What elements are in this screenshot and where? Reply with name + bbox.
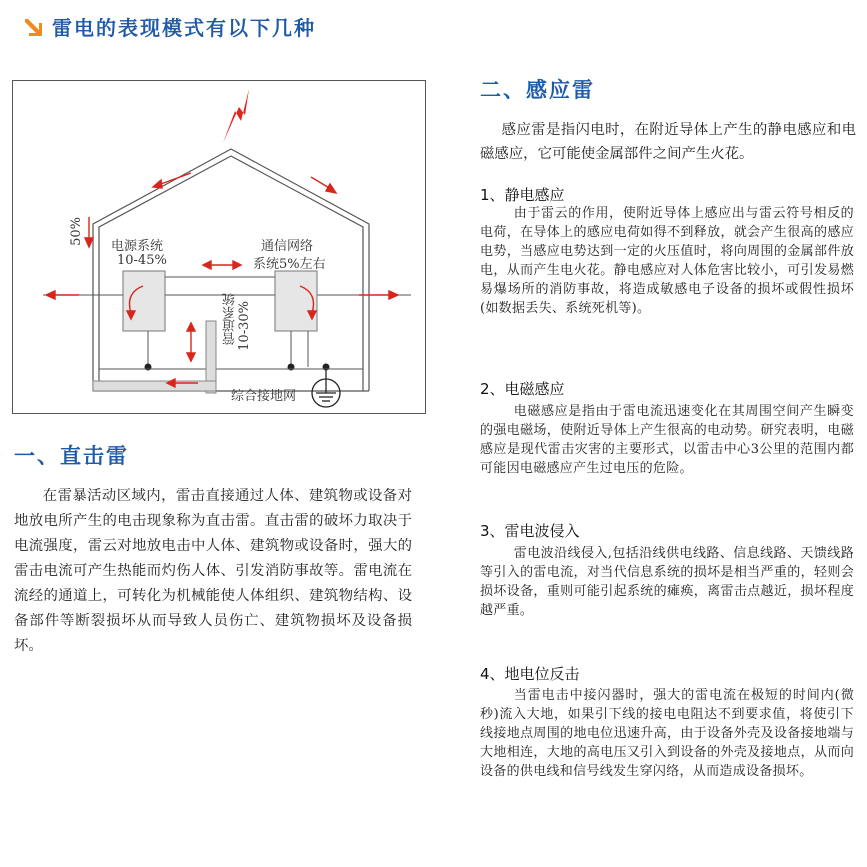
item2-body: 电磁感应是指由于雷电流迅速变化在其周围空间产生瞬变的强电磁场，使附近导体上产生很高的电动势。研究表明，电磁感应是现代雷击灾害的主要形式，以雷击中心3公里的范围内都可能因电磁感应产生过电压的危险。 [480, 404, 854, 476]
pipe-pct-label: 10-30% [237, 301, 252, 351]
section1-heading: 一、直击雷 [14, 444, 129, 468]
section2-intro: 感应雷是指闪电时，在附近导体上产生的静电感应和电磁感应，它可能使金属部件之间产生火花。 [480, 122, 856, 162]
item2-title: 2、电磁感应 [480, 380, 565, 398]
ground-icon [312, 369, 340, 407]
power-pct-label: 10-45% [117, 253, 167, 268]
page-title-text: 雷电的表现模式有以下几种 [52, 16, 316, 40]
item3-body: 雷电波沿线侵入,包括沿线供电线路、信息线路、天馈线路等引入的雷电流，对当代信息系统的损坏是相当严重的，轻则会损坏设备，重则可能引起系统的瘫痪，离雷击点越近，损坏程度越严重。 [480, 546, 854, 618]
power-system-label: 电源系统 [111, 239, 164, 254]
diagram-canvas [13, 81, 425, 413]
item4-body: 当雷电击中接闪器时，强大的雷电流在极短的时间内(微秒)流入大地，如果引下线的接电电阻达不到要求值，将使引下线接地点周围的地电位迅速升高，由于设备外壳及设备接地端与大地相连，大地的高电压又引入到设备的外壳及接地点，从而向设备的供电线和信号线发生穿闪络，从而造成设备损坏。 [480, 688, 854, 779]
lightning-bolt-icon [223, 89, 249, 143]
pipe-system-label: 管道系统 [223, 293, 238, 345]
item1-title: 1、静电感应 [480, 186, 565, 204]
section2-heading: 二、感应雷 [480, 78, 595, 102]
grounding-label: 综合接地网 [231, 389, 297, 404]
item1-body: 由于雷云的作用，使附近导体上感应出与雷云符号相反的电荷，在导体上的感应电荷如得不到释放，就会产生很高的感应电势，当感应电势达到一定的火压值时，将向周围的金属部件放电，从而产生电火花。静电感应对人体危害比较小，可引发易燃易爆场所的消防事故，将造成敏感电子设备的损坏或假性损坏(如数据丢失、系统死机等)。 [480, 206, 854, 316]
comm-pct-label: 系统5%左右 [253, 257, 326, 272]
item3-title: 3、雷电波侵入 [480, 522, 580, 540]
page-title [22, 12, 316, 41]
left-pct-label: 50% [69, 217, 84, 246]
comm-network-label: 通信网络 [261, 239, 314, 254]
lightning-diagram [12, 80, 426, 414]
item4-title: 4、地电位反击 [480, 665, 580, 683]
section1-body: 在雷暴活动区域内，雷击直接通过人体、建筑物或设备对地放电所产生的电击现象称为直击雷。直击雷的破坏力取决于电流强度，雷云对地放电击中人体、建筑物或设备时，强大的雷击电流可产生热能而灼伤人体、引发消防事故等。雷电流在流经的通道上，可转化为机械能使人体组织、建筑物结构、设备部件等断裂损坏从而导致人员伤亡、建筑物损坏及设备损坏。 [14, 488, 412, 654]
arrow-down-right-icon [22, 16, 44, 38]
